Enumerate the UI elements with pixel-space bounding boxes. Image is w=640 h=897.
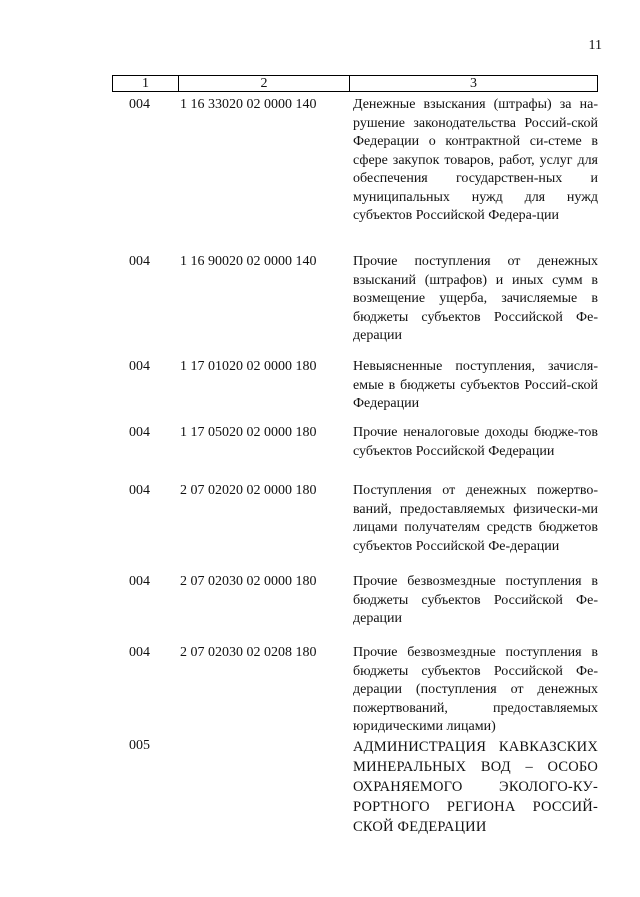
description-cell: Денежные взыскания (штрафы) за на-рушение законодательства Россий-ской Федерации о контрактной си-стеме в сфере закупок товаров, работ, услуг для обеспечения государствен-ных и муниципальных нужд для нужд субъектов Российской Федера-ции xyxy=(353,97,598,223)
column-header-2: 2 xyxy=(179,76,350,91)
description-cell: Прочие безвозмездные поступления в бюджеты субъектов Российской Фе-дерации xyxy=(353,574,598,626)
budget-classification-code-cell: 2 07 02030 02 0208 180 xyxy=(180,645,317,660)
description-cell: Прочие безвозмездные поступления в бюджеты субъектов Российской Фе-дерации (поступления от денежных пожертвований, предоставляемых юридическими лицами) xyxy=(353,645,598,734)
admin-code-cell: 004 xyxy=(129,425,150,440)
description-cell: Поступления от денежных пожертво-ваний, предоставляемых физически-ми лицами получателям средств бюджетов субъектов Российской Фе-дерации xyxy=(353,483,598,554)
description-cell: Невыясненные поступления, зачисля-емые в бюджеты субъектов Россий-ской Федерации xyxy=(353,359,598,411)
table-row xyxy=(112,96,598,226)
budget-classification-code-cell: 2 07 02030 02 0000 180 xyxy=(180,574,317,589)
admin-code-cell: 004 xyxy=(129,483,150,498)
table-row xyxy=(112,253,598,346)
description-cell: АДМИНИСТРАЦИЯ КАВКАЗСКИХ МИНЕРАЛЬНЫХ ВОД – ОСОБО ОХРАНЯЕМОГО ЭКОЛОГО-КУ-РОРТНОГО РЕГИОНА РОССИЙ-СКОЙ ФЕДЕРАЦИИ xyxy=(353,739,598,835)
budget-classification-code-cell xyxy=(178,737,353,837)
budget-classification-code-cell: 1 16 90020 02 0000 140 xyxy=(180,254,317,269)
admin-code-cell: 004 xyxy=(129,254,150,269)
admin-code-cell: 004 xyxy=(129,97,150,112)
admin-code-cell: 004 xyxy=(129,359,150,374)
table-row xyxy=(112,424,598,461)
table-row xyxy=(112,482,598,556)
page-number: 11 xyxy=(588,38,602,53)
budget-classification-code-cell: 2 07 02020 02 0000 180 xyxy=(180,483,317,498)
budget-classification-code-cell: 1 17 01020 02 0000 180 xyxy=(180,359,317,374)
revenue-codes-table xyxy=(112,75,598,835)
description-cell: Прочие поступления от денежных взысканий (штрафов) и иных сумм в возмещение ущерба, зачисляемые в бюджеты субъектов Российской Фе-дерации xyxy=(353,254,598,343)
description-cell: Прочие неналоговые доходы бюдже-тов субъектов Российской Федерации xyxy=(353,425,598,459)
table-row xyxy=(112,573,598,629)
admin-code-cell: 004 xyxy=(129,645,150,660)
table-header-row xyxy=(112,75,598,92)
budget-classification-code-cell: 1 17 05020 02 0000 180 xyxy=(180,425,317,440)
admin-code-cell: 004 xyxy=(129,574,150,589)
budget-classification-code-cell: 1 16 33020 02 0000 140 xyxy=(180,97,317,112)
table-row xyxy=(112,737,598,837)
table-row xyxy=(112,644,598,737)
column-header-3: 3 xyxy=(470,76,477,91)
admin-code-cell: 005 xyxy=(129,738,150,753)
table-row xyxy=(112,358,598,414)
column-header-1: 1 xyxy=(113,76,179,91)
